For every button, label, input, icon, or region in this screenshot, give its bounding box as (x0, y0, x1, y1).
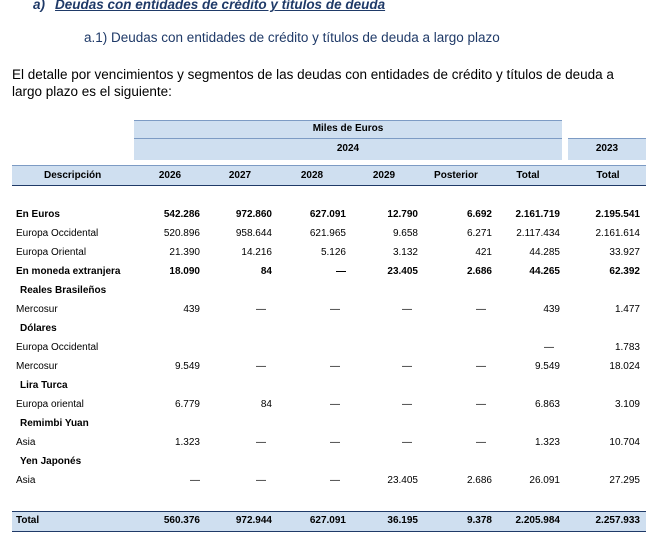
col-header-total-2023: Total (596, 170, 620, 181)
table-row (12, 262, 646, 281)
table-row (12, 414, 646, 433)
cell-2026: 9.549 (174, 361, 200, 372)
table-row (12, 300, 646, 319)
row-label: Europa oriental (16, 399, 84, 410)
cell-2027: 84 (260, 399, 272, 410)
row-label: Europa Occidental (16, 342, 99, 353)
cell-2028: — (330, 437, 340, 448)
cell-total-2024: 26.091 (529, 475, 560, 486)
table-row (12, 319, 646, 338)
table-row (12, 224, 646, 243)
table-row (12, 357, 646, 376)
table-row (12, 471, 646, 490)
cell-total-2024: 2.161.719 (515, 209, 560, 220)
table-row (12, 205, 646, 224)
row-label: Mercosur (16, 304, 58, 315)
table-row (12, 395, 646, 414)
year-2023-label: 2023 (595, 143, 619, 154)
cell-total-2024: 439 (543, 304, 560, 315)
cell-posterior: 2.686 (466, 475, 492, 486)
table-row (12, 376, 646, 395)
cell-2027: 14.216 (241, 247, 272, 258)
cell-total-2023: 18.024 (609, 361, 640, 372)
cell-total-2023: 27.295 (609, 475, 640, 486)
cell-posterior: — (476, 304, 486, 315)
cell-2027: 972.860 (235, 209, 272, 220)
units-mid-rule (134, 138, 562, 139)
cell-total-2023: 62.392 (609, 266, 640, 277)
table-row (12, 452, 646, 471)
subsection-heading: a.1) Deudas con entidades de crédito y títulos de deuda a largo plazo (84, 30, 500, 45)
cell-posterior: 2.686 (466, 266, 492, 277)
cell-total-2023: 1.783 (614, 342, 640, 353)
cell-2026: 21.390 (169, 247, 200, 258)
cell-2029: — (402, 304, 412, 315)
cell-total-2023: 2.195.541 (595, 209, 640, 220)
cell-2026: 439 (183, 304, 200, 315)
cell-total-2023: 2.161.614 (595, 228, 640, 239)
cell-2029: 3.132 (392, 247, 418, 258)
cell-2026: 18.090 (169, 266, 200, 277)
cell-total-2024: 1.323 (534, 437, 560, 448)
cell-2028: — (330, 304, 340, 315)
units-label: Miles de Euros (312, 123, 384, 134)
row-label: Asia (16, 437, 36, 448)
year-2023-top-rule (568, 138, 646, 139)
cell-2028: — (330, 361, 340, 372)
col-header-description: Descripción (44, 170, 102, 181)
cell-2029: 12.790 (387, 209, 418, 220)
row-label: En Euros (16, 209, 60, 220)
total-total-2024: 2.205.984 (515, 515, 560, 526)
cell-2028: — (330, 399, 340, 410)
cell-2029: 9.658 (392, 228, 418, 239)
year-2024-label: 2024 (336, 143, 360, 154)
cell-total-2024: 2.117.434 (516, 228, 560, 239)
cell-2028: 627.091 (309, 209, 346, 220)
total-2027: 972.944 (235, 515, 272, 526)
cell-total-2023: 3.109 (614, 399, 640, 410)
total-2028: 627.091 (309, 515, 346, 526)
row-label: En moneda extranjera (16, 266, 121, 277)
total-2029: 36.195 (387, 515, 418, 526)
total-row (12, 511, 646, 530)
cell-2027: — (256, 304, 266, 315)
table-row (12, 338, 646, 357)
cell-posterior: 421 (475, 247, 492, 258)
intro-paragraph: El detalle por vencimientos y segmentos de las deudas con entidades de crédito y títulos de deuda a largo plazo es el siguiente: (12, 67, 614, 99)
cell-2027: — (256, 475, 266, 486)
cell-total-2024: 6.863 (534, 399, 560, 410)
table-row (12, 243, 646, 262)
cell-2026: 520.896 (163, 228, 200, 239)
cell-posterior: 6.271 (466, 228, 492, 239)
col-header-2026: 2026 (158, 170, 182, 181)
cell-2028: — (330, 475, 340, 486)
row-label: Mercosur (16, 361, 58, 372)
cell-2026: 1.323 (174, 437, 200, 448)
col-header-2028: 2028 (300, 170, 324, 181)
cell-2029: — (402, 437, 412, 448)
row-label: Lira Turca (20, 380, 68, 391)
cell-2027: — (256, 361, 266, 372)
cell-total-2024: 44.265 (529, 266, 560, 277)
section-title: Deudas con entidades de crédito y títulos de deuda (55, 0, 386, 12)
units-top-rule (134, 120, 562, 121)
cell-2026: 542.286 (163, 209, 200, 220)
table-row (12, 433, 646, 452)
cell-total-2023: 1.477 (614, 304, 640, 315)
cell-posterior: — (476, 437, 486, 448)
cell-2027: 958.644 (235, 228, 272, 239)
row-label: Remimbi Yuan (20, 418, 89, 429)
cell-total-2024: — (544, 342, 554, 353)
total-rule-bottom (12, 531, 646, 532)
total-label: Total (16, 515, 40, 526)
cell-posterior: — (476, 361, 486, 372)
row-label: Dólares (20, 323, 57, 334)
cell-2027: 84 (260, 266, 272, 277)
cell-2029: 23.405 (387, 475, 418, 486)
table-row (12, 281, 646, 300)
col-header-total-2024: Total (516, 170, 540, 181)
section-number: a) (33, 0, 46, 12)
cell-2028: 5.126 (320, 247, 346, 258)
row-label: Yen Japonés (20, 456, 82, 467)
row-label: Europa Occidental (16, 228, 99, 239)
cell-2028: — (336, 266, 346, 277)
cell-2029: — (402, 361, 412, 372)
cell-posterior: 6.692 (466, 209, 492, 220)
row-label: Asia (16, 475, 36, 486)
cell-total-2024: 9.549 (534, 361, 560, 372)
cell-posterior: — (476, 399, 486, 410)
cell-2029: 23.405 (387, 266, 418, 277)
cell-2026: — (190, 475, 200, 486)
col-header-posterior: Posterior (434, 170, 478, 181)
cell-2028: 621.965 (309, 228, 346, 239)
col-header-2027: 2027 (228, 170, 252, 181)
cell-total-2023: 10.704 (609, 437, 640, 448)
total-posterior: 9.378 (466, 515, 492, 526)
col-header-2029: 2029 (372, 170, 396, 181)
cell-total-2024: 44.285 (529, 247, 560, 258)
cell-2026: 6.779 (174, 399, 200, 410)
section-heading-a (33, 0, 385, 12)
total-total-2023: 2.257.933 (595, 515, 640, 526)
total-2026: 560.376 (163, 515, 200, 526)
cell-2029: — (402, 399, 412, 410)
cell-total-2023: 33.927 (609, 247, 640, 258)
row-label: Europa Oriental (16, 247, 87, 258)
cell-2027: — (256, 437, 266, 448)
row-label: Reales Brasileños (20, 285, 107, 296)
column-header-row (12, 166, 646, 185)
header-rule-bottom (12, 185, 646, 186)
